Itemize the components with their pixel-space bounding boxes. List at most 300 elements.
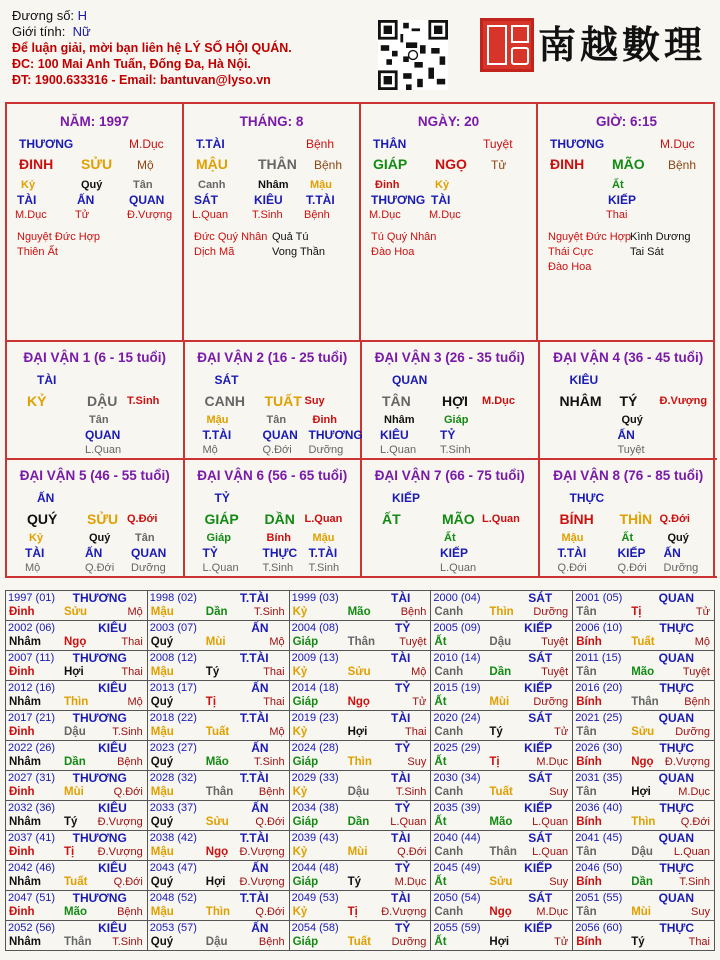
ten-god-label: THỰC (569, 491, 605, 505)
earthly-branch: TÝ (619, 393, 638, 409)
year-stem: Bính (576, 696, 602, 708)
year-stage: M.Dục (536, 756, 569, 768)
year-stage: Thai (688, 936, 710, 948)
year-stem: Đinh (9, 906, 35, 918)
year-ten-god: KIẾP (524, 921, 553, 935)
year-label: 2040 (44) (433, 832, 481, 844)
year-cell (6, 741, 148, 771)
year-branch: Sửu (205, 816, 229, 828)
year-cell (147, 921, 289, 951)
year-label: 2046 (50) (575, 862, 623, 874)
year-cell (573, 591, 715, 621)
year-cell (289, 651, 431, 681)
year-ten-god: T.TÀI (239, 651, 269, 665)
dai-van-title: ĐẠI VẬN 2 (16 - 25 tuổi) (197, 350, 348, 365)
year-ten-god: THƯƠNG (72, 591, 127, 605)
year-stage: Mộ (269, 726, 285, 738)
year-stage: L.Quan (673, 846, 710, 858)
year-stem: Nhâm (9, 756, 41, 768)
year-stage: Tuyệt (541, 636, 569, 648)
year-cell (289, 681, 431, 711)
year-stem: Kỷ (292, 666, 308, 678)
year-ten-god: KIÊU (98, 741, 127, 755)
year-stage: Q.Đới (113, 876, 143, 888)
hidden-stage: Dưỡng (131, 562, 166, 574)
year-label: 2012 (16) (8, 682, 56, 694)
year-branch: Mùi (631, 906, 651, 918)
year-stem: Giáp (292, 636, 319, 648)
ten-god-label: QUAN (392, 373, 428, 387)
ten-god-label: KIẾP (392, 491, 421, 505)
hidden-stage: Bệnh (304, 209, 330, 221)
year-ten-god: KIÊU (98, 801, 127, 815)
year-branch: Mão (489, 816, 513, 828)
pillar-title: THÁNG: 8 (239, 114, 304, 129)
heavenly-stem: MẬU (196, 156, 228, 172)
year-branch: Hợi (489, 936, 510, 948)
year-stage: Suy (407, 756, 427, 768)
year-stem: Kỷ (292, 606, 308, 618)
year-stage: Tử (554, 936, 569, 948)
year-branch: Thân (489, 846, 517, 858)
year-stem: Quý (150, 876, 174, 888)
table-row (6, 891, 715, 921)
year-label: 2042 (46) (8, 862, 56, 874)
table-row (6, 831, 715, 861)
pillar-title: GIỜ: 6:15 (595, 114, 658, 129)
year-label: 2049 (53) (291, 892, 339, 904)
hidden-stage: T.Sinh (252, 209, 283, 221)
year-cell (6, 621, 148, 651)
earthly-branch: TUẤT (264, 393, 302, 409)
year-ten-god: T.TÀI (239, 831, 269, 845)
year-branch: Dậu (631, 846, 653, 858)
year-cell (431, 651, 573, 681)
year-ten-god: KIẾP (524, 861, 553, 875)
year-label: 2034 (38) (291, 802, 339, 814)
heavenly-stem: BÍNH (559, 511, 594, 527)
year-ten-god: ẤN (251, 741, 269, 755)
year-stem: Canh (434, 666, 464, 678)
year-branch: Mão (64, 906, 87, 918)
year-cell (573, 651, 715, 681)
table-row (6, 681, 715, 711)
year-branch: Ngọ (631, 756, 654, 768)
year-branch: Mão (347, 606, 371, 618)
year-label: 2028 (32) (149, 772, 197, 784)
hidden-stage: Q.Đới (262, 444, 292, 456)
year-branch: Tý (64, 816, 78, 828)
ten-god-label: SÁT (214, 373, 239, 387)
earthly-branch: DẬU (87, 393, 118, 409)
year-stage: Q.Đới (680, 816, 710, 828)
year-stem: Bính (576, 936, 602, 948)
year-cell (431, 771, 573, 801)
year-stem: Mậu (150, 846, 174, 858)
heavenly-stem: TÂN (382, 393, 411, 409)
hidden-stem: Kỷ (29, 532, 44, 544)
year-label: 2033 (37) (149, 802, 197, 814)
year-branch: Mùi (489, 696, 510, 708)
year-stem: Ất (434, 696, 447, 708)
year-label: 2021 (25) (575, 712, 623, 724)
year-ten-god: KIÊU (98, 681, 127, 695)
year-stem: Nhâm (9, 636, 41, 648)
hidden-god: TÀI (25, 546, 45, 560)
branch-stage: Tử (491, 158, 507, 172)
hidden-stage: Q.Đới (85, 562, 115, 574)
ten-god-label: TỶ (214, 491, 230, 505)
year-stem: Đinh (9, 786, 35, 798)
branch-stage: Bệnh (314, 158, 343, 172)
year-label: 1998 (02) (149, 592, 197, 604)
year-branch: Ngọ (489, 906, 512, 918)
pillar-column (361, 104, 538, 340)
year-branch: Sửu (489, 876, 513, 888)
branch-stage: M.Dục (482, 395, 515, 407)
dai-van-cell (540, 460, 718, 578)
year-stage: Tử (554, 726, 569, 738)
year-cell (6, 831, 148, 861)
year-stem: Đinh (9, 666, 35, 678)
hidden-stem: Tân (133, 179, 153, 191)
year-branch: Tuất (347, 936, 372, 948)
year-cell (6, 651, 148, 681)
year-cell (431, 711, 573, 741)
year-ten-god: QUAN (658, 711, 694, 725)
year-stage: Bệnh (117, 906, 143, 918)
year-cell (6, 801, 148, 831)
dai-van-title: ĐẠI VẬN 5 (46 - 55 tuổi) (19, 468, 170, 483)
hidden-stage: Q.Đới (617, 562, 647, 574)
year-ten-god: QUAN (658, 651, 694, 665)
hidden-stem: Quý (621, 414, 643, 426)
year-branch: Tý (631, 936, 645, 948)
four-pillars-panel (5, 102, 715, 342)
year-stage: Tử (412, 696, 427, 708)
year-cell (289, 591, 431, 621)
heavenly-stem: ẤT (382, 511, 401, 527)
year-branch: Ngọ (64, 636, 87, 648)
year-stem: Canh (434, 726, 464, 738)
year-cell (431, 891, 573, 921)
year-ten-god: TỶ (395, 801, 411, 815)
hidden-stem: Mậu (561, 532, 584, 544)
branch-stage: Bệnh (668, 158, 697, 172)
year-branch: Tị (489, 756, 500, 768)
dai-van-panel (5, 342, 715, 578)
year-label: 2003 (07) (149, 622, 197, 634)
year-cell (289, 801, 431, 831)
year-stage: Mộ (127, 606, 143, 618)
hidden-god: TÀI (17, 193, 37, 207)
hidden-stage: M.Dục (369, 209, 401, 221)
year-ten-god: SÁT (528, 891, 553, 905)
year-stage: Bệnh (117, 756, 143, 768)
hidden-god: KIẾP (608, 193, 637, 207)
year-branch: Thìn (64, 696, 89, 708)
earthly-branch: MÃO (442, 511, 475, 527)
year-stem: Kỷ (292, 846, 308, 858)
branch-stage: Đ.Vượng (659, 395, 708, 407)
year-ten-god: SÁT (528, 831, 553, 845)
year-stem: Bính (576, 636, 602, 648)
branch-stage: Q.Đới (127, 513, 158, 525)
year-branch: Tý (347, 876, 362, 888)
year-ten-god: TÀI (391, 891, 411, 905)
year-label: 2010 (14) (433, 652, 481, 664)
year-stage: Mộ (411, 666, 427, 678)
year-branch: Thân (205, 786, 234, 798)
year-label: 1999 (03) (291, 592, 339, 604)
year-stage: Tuyệt (399, 636, 427, 648)
year-ten-god: ẤN (251, 681, 269, 695)
year-ten-god: TỶ (395, 861, 411, 875)
hidden-stem: Tân (135, 532, 155, 544)
year-label: 2044 (48) (291, 862, 339, 874)
hidden-stem: Mậu (312, 532, 335, 544)
hidden-stage: L.Quan (85, 444, 122, 456)
auspicious-star: Dịch Mã (194, 246, 235, 258)
year-stage: Thai (263, 696, 285, 708)
year-label: 2038 (42) (149, 832, 197, 844)
year-stem: Tân (576, 906, 597, 918)
table-row (6, 741, 715, 771)
year-label: 2000 (04) (433, 592, 481, 604)
qr-code (378, 20, 448, 90)
hidden-stage: L.Quan (202, 562, 239, 574)
hidden-god: KIÊU (254, 193, 283, 207)
year-stage: Đ.Vượng (97, 816, 143, 828)
year-stem: Nhâm (9, 816, 41, 828)
year-branch: Sửu (64, 606, 88, 618)
year-stem: Giáp (292, 696, 319, 708)
year-branch: Tý (489, 726, 503, 738)
special-star: Quả Tú (272, 231, 309, 243)
hidden-god: SÁT (194, 193, 218, 207)
year-branch: Dần (205, 606, 228, 618)
hidden-god: THỰC (262, 546, 298, 560)
year-branch: Hợi (347, 726, 368, 738)
year-stem: Canh (434, 846, 464, 858)
year-stage: T.Sinh (112, 726, 143, 738)
year-ten-god: TÀI (391, 711, 411, 725)
year-ten-god: THỰC (659, 861, 694, 875)
year-label: 2005 (09) (433, 622, 481, 634)
hidden-stage: L.Quan (380, 444, 417, 456)
year-stem: Canh (434, 606, 464, 618)
year-cell (431, 801, 573, 831)
year-label: 2001 (05) (575, 592, 623, 604)
year-cell (573, 861, 715, 891)
branch-stage: T.Sinh (127, 395, 160, 407)
year-stem: Tân (576, 606, 597, 618)
year-stem: Canh (434, 786, 464, 798)
hidden-stem: Kỷ (21, 179, 36, 191)
table-row (6, 591, 715, 621)
subject-value: H (77, 8, 88, 23)
year-ten-god: KIẾP (524, 741, 553, 755)
year-stage: T.Sinh (254, 756, 285, 768)
hidden-stage: L.Quan (440, 562, 477, 574)
year-label: 2011 (15) (575, 652, 622, 664)
dai-van-title: ĐẠI VẬN 8 (76 - 85 tuổi) (553, 468, 704, 483)
dai-van-title: ĐẠI VẬN 6 (56 - 65 tuổi) (197, 468, 348, 483)
hidden-stage: T.Sinh (262, 562, 294, 574)
year-stem: Giáp (292, 816, 319, 828)
earthly-branch: THÌN (619, 511, 653, 527)
year-label: 2002 (06) (8, 622, 56, 634)
year-stage: Đ.Vượng (381, 906, 427, 918)
year-stage: L.Quan (390, 816, 427, 828)
year-branch: Mão (205, 756, 229, 768)
hidden-stem: Quý (81, 179, 103, 191)
hidden-stem: Mậu (206, 414, 229, 426)
year-ten-god: QUAN (658, 891, 694, 905)
year-label: 2041 (45) (575, 832, 623, 844)
branch-stage: L.Quan (304, 513, 343, 525)
pillar-title: NĂM: 1997 (59, 114, 130, 129)
life-stage-label: M.Dục (660, 137, 695, 151)
year-stage: Thai (404, 726, 427, 738)
year-ten-god: TỶ (395, 681, 411, 695)
hidden-god: ẤN (663, 546, 681, 560)
table-row (6, 621, 715, 651)
year-label: 2039 (43) (291, 832, 339, 844)
year-stage: M.Dục (536, 906, 569, 918)
year-stem: Quý (150, 756, 174, 768)
hidden-stem: Ất (621, 532, 634, 544)
year-cell (573, 831, 715, 861)
heavenly-stem: ĐINH (19, 156, 54, 172)
hidden-god: KIÊU (380, 428, 409, 442)
year-cell (6, 771, 148, 801)
year-cell (147, 771, 289, 801)
hidden-stem: Quý (667, 532, 689, 544)
year-stage: Bệnh (684, 696, 710, 708)
year-ten-god: SÁT (528, 711, 553, 725)
year-branch: Sửu (631, 726, 655, 738)
year-cell (6, 591, 148, 621)
year-label: 2007 (11) (8, 652, 55, 664)
year-label: 2045 (49) (433, 862, 481, 874)
year-cell (573, 801, 715, 831)
year-cell (6, 711, 148, 741)
year-branch: Hợi (205, 876, 226, 888)
hidden-stage: M.Dục (15, 209, 47, 221)
heavenly-stem: CANH (204, 393, 245, 409)
year-stem: Giáp (292, 876, 319, 888)
year-cell (289, 921, 431, 951)
hidden-stage: L.Quan (192, 209, 229, 221)
hidden-stage: Mộ (202, 444, 218, 456)
year-ten-god: KIÊU (98, 621, 127, 635)
phone-email-line: ĐT: 1900.633316 - Email: bantuvan@lyso.vn (12, 73, 271, 87)
year-branch: Thân (64, 936, 92, 948)
year-cell (431, 591, 573, 621)
hidden-stem: Giáp (206, 532, 231, 544)
hidden-stem: Nhâm (384, 414, 415, 426)
hidden-stem: Nhâm (258, 179, 289, 191)
year-ten-god: ẤN (251, 621, 269, 635)
year-label: 2037 (41) (8, 832, 56, 844)
subject-label: Đương số: (12, 8, 75, 23)
earthly-branch: SỬU (87, 511, 119, 527)
year-cell (289, 621, 431, 651)
year-branch: Thìn (631, 816, 656, 828)
year-stem: Nhâm (9, 876, 41, 888)
year-cell (431, 831, 573, 861)
year-label: 2051 (55) (575, 892, 623, 904)
hidden-stem: Giáp (444, 414, 469, 426)
heavenly-stem: ĐINH (550, 156, 585, 172)
year-stage: Suy (691, 906, 710, 918)
hidden-stem: Canh (198, 179, 226, 191)
year-stem: Quý (150, 816, 174, 828)
hidden-stem: Quý (89, 532, 111, 544)
year-stage: Tuyệt (541, 666, 569, 678)
table-row (6, 861, 715, 891)
year-cell (431, 681, 573, 711)
year-stage: Mộ (694, 636, 710, 648)
hidden-god: T.TÀI (202, 428, 232, 442)
auspicious-star: Nguyệt Đức Hợp (548, 231, 632, 243)
year-stage: Q.Đới (113, 786, 143, 798)
year-branch: Thìn (347, 756, 372, 768)
year-stem: Ất (434, 816, 447, 828)
year-label: 2025 (29) (433, 742, 481, 754)
year-stage: Dưỡng (533, 606, 569, 618)
year-branch: Thìn (205, 906, 231, 918)
year-stem: Giáp (292, 936, 319, 948)
year-stem: Bính (576, 816, 602, 828)
auspicious-star: Đào Hoa (371, 246, 415, 258)
year-ten-god: THƯƠNG (72, 831, 127, 845)
year-branch: Dậu (489, 636, 512, 648)
year-stage: Thai (121, 636, 143, 648)
year-label: 2013 (17) (149, 682, 197, 694)
year-label: 2047 (51) (8, 892, 56, 904)
branch-stage: L.Quan (482, 513, 520, 525)
year-cell (6, 681, 148, 711)
year-stem: Ất (434, 636, 447, 648)
hidden-stem: Tân (266, 414, 287, 426)
year-ten-god: ẤN (251, 921, 269, 935)
gender-label: Giới tính: (12, 24, 66, 39)
year-stem: Quý (150, 936, 174, 948)
year-stage: Đ.Vượng (239, 876, 285, 888)
year-branch: Ngọ (347, 696, 370, 708)
year-stage: Mộ (269, 636, 285, 648)
year-ten-god: TÀI (391, 651, 411, 665)
year-stage: Đ.Vượng (664, 756, 710, 768)
year-cell (573, 621, 715, 651)
year-branch: Tị (64, 846, 75, 858)
year-label: 2004 (08) (291, 622, 339, 634)
year-ten-god: T.TÀI (239, 591, 269, 605)
contact-line: Để luận giải, mời bạn liên hệ LÝ SỐ HỘI QUÁN. (12, 41, 292, 55)
brand-logo: 南越數理 (538, 22, 707, 67)
year-cell (6, 861, 148, 891)
year-cell (431, 921, 573, 951)
hidden-stage: M.Dục (429, 209, 461, 221)
year-branch: Thân (347, 636, 376, 648)
auspicious-star: Đào Hoa (548, 261, 592, 273)
year-ten-god: TÀI (391, 591, 411, 605)
year-branch: Mùi (347, 846, 368, 858)
ten-god-label: THƯƠNG (19, 137, 74, 151)
hidden-stage: Mộ (25, 562, 41, 574)
